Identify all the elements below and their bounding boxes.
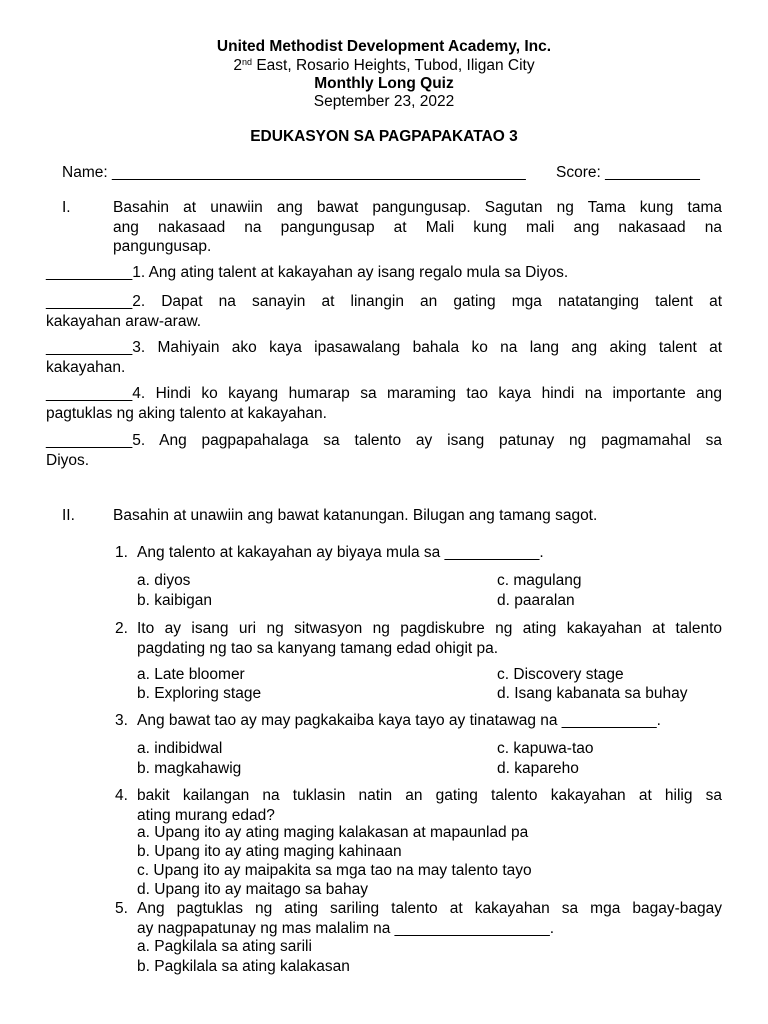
choice-letter: a.	[137, 740, 150, 757]
q4-choice-a[interactable]	[137, 823, 528, 842]
address-ordinal: nd	[242, 57, 253, 67]
choice-text: Discovery stage	[513, 666, 624, 683]
choice-text: diyos	[154, 572, 191, 589]
choice-text: Isang kabanata sa buhay	[514, 685, 688, 702]
choice-text: kaibigan	[154, 592, 212, 609]
q1-choice-d[interactable]	[497, 591, 575, 610]
part1-instruction-line: Basahin at unawiin ang bawat pangungusap. Sagutan ng Tama kung tama	[113, 199, 722, 216]
choice-letter: b.	[137, 760, 150, 777]
q4-choice-c[interactable]	[137, 861, 532, 880]
item-line: __________5. Ang pagpapahalaga sa talento ay isang patunay ng pagmamahal sa	[46, 432, 722, 449]
score-field[interactable]: Score: ___________	[556, 164, 700, 181]
quiz-date: September 23, 2022	[313, 93, 455, 110]
choice-text: indibidwal	[154, 740, 223, 757]
choice-letter: d.	[497, 760, 510, 777]
q3-choice-c[interactable]	[497, 739, 594, 758]
name-field[interactable]: Name: ________________________________________________	[62, 164, 526, 181]
q5-choice-a[interactable]	[137, 937, 312, 956]
item-line: pagtuklas ng aking talento at kakayahan.	[46, 404, 327, 422]
choice-letter: c.	[497, 572, 510, 589]
choice-text: Upang ito ay ating maging kalakasan at mapaunlad pa	[154, 824, 529, 841]
question-line: pagdating ng tao sa kanyang tamang edad ohigit pa.	[137, 639, 499, 657]
q4-choice-d[interactable]	[137, 880, 368, 899]
choice-letter: c.	[497, 666, 510, 683]
choice-letter: b.	[137, 843, 150, 860]
question-1-text: Ang talento at kakayahan ay biyaya mula sa ___________.	[137, 544, 544, 561]
q2-choice-b[interactable]	[137, 684, 261, 703]
question-5-text	[137, 899, 722, 938]
question-number: 3.	[115, 712, 128, 729]
choice-letter: a.	[137, 938, 150, 955]
question-line: bakit kailangan na tuklasin natin an gating talento kakayahan at hilig sa	[137, 787, 722, 804]
choice-letter: a.	[137, 572, 150, 589]
q2-choice-d[interactable]	[497, 684, 687, 703]
q3-choice-b[interactable]	[137, 759, 241, 778]
item-line: __________1. Ang ating talent at kakayahan ay isang regalo mula sa Diyos.	[46, 264, 569, 281]
choice-letter: c.	[137, 862, 150, 879]
true-false-item-5[interactable]	[46, 431, 722, 470]
q1-choice-c[interactable]	[497, 571, 581, 590]
q1-choice-b[interactable]	[137, 591, 212, 610]
question-line: ay nagpapatunay ng mas malalim na __________________.	[137, 919, 555, 937]
true-false-item-1[interactable]	[46, 263, 722, 283]
address-number: 2	[233, 57, 242, 74]
q3-choice-a[interactable]	[137, 739, 222, 758]
q5-choice-b[interactable]	[137, 957, 350, 976]
part1-instruction-line: pangungusap.	[113, 238, 212, 255]
part2-numeral: II.	[62, 507, 75, 524]
question-line: Ang pagtuklas ng ating sariling talento at kakayahan sa mga bagay-bagay	[137, 900, 722, 917]
q1-choice-a[interactable]	[137, 571, 190, 590]
question-number: 1.	[115, 544, 128, 561]
school-name: United Methodist Development Academy, Inc.	[216, 38, 552, 55]
question-4-text	[137, 786, 722, 825]
part1-numeral: I.	[62, 199, 71, 216]
question-2-text	[137, 619, 722, 658]
choice-text: magkahawig	[154, 760, 242, 777]
choice-letter: b.	[137, 592, 150, 609]
subject-title: EDUKASYON SA PAGPAPAKATAO 3	[250, 128, 518, 145]
choice-letter: d.	[497, 592, 510, 609]
choice-letter: b.	[137, 958, 150, 975]
choice-text: Pagkilala sa ating kalakasan	[154, 958, 350, 975]
choice-letter: c.	[497, 740, 510, 757]
part1-instruction-line: ang nakasaad na pangungusap at Mali kung mali ang nakasaad na	[113, 218, 722, 236]
choice-text: paaralan	[514, 592, 575, 609]
choice-letter: d.	[137, 881, 150, 898]
item-line: __________3. Mahiyain ako kaya ipasawalang bahala ko na lang ang aking talent at	[46, 339, 722, 356]
choice-text: kapareho	[514, 760, 579, 777]
choice-text: magulang	[513, 572, 582, 589]
question-line: Ito ay isang uri ng sitwasyon ng pagdiskubre ng ating kakayahan at talento	[137, 620, 722, 637]
choice-text: kapuwa-tao	[513, 740, 594, 757]
q2-choice-a[interactable]	[137, 665, 245, 684]
item-line: kakayahan araw-araw.	[46, 312, 202, 330]
item-line: __________2. Dapat na sanayin at linangin an gating mga natatanging talent at	[46, 293, 722, 310]
true-false-item-3[interactable]	[46, 338, 722, 377]
choice-text: Upang ito ay maipakita sa mga tao na may talento tayo	[153, 862, 532, 879]
choice-letter: b.	[137, 685, 150, 702]
choice-text: Pagkilala sa ating sarili	[154, 938, 312, 955]
choice-letter: d.	[497, 685, 510, 702]
question-line: ating murang edad?	[137, 806, 275, 824]
question-number: 5.	[115, 900, 128, 917]
question-number: 2.	[115, 620, 128, 637]
choice-text: Exploring stage	[154, 685, 262, 702]
true-false-item-2[interactable]	[46, 292, 722, 331]
item-line: Diyos.	[46, 451, 90, 469]
choice-letter: a.	[137, 824, 150, 841]
address-rest: East, Rosario Heights, Tubod, Iligan City	[252, 57, 535, 74]
quiz-type: Monthly Long Quiz	[314, 75, 454, 92]
true-false-item-4[interactable]	[46, 384, 722, 423]
item-line: kakayahan.	[46, 358, 126, 376]
q3-choice-d[interactable]	[497, 759, 579, 778]
q4-choice-b[interactable]	[137, 842, 402, 861]
question-3-text: Ang bawat tao ay may pagkakaiba kaya tayo ay tinatawag na ___________.	[137, 712, 661, 729]
choice-text: Late bloomer	[154, 666, 245, 683]
part2-instruction: Basahin at unawiin ang bawat katanungan. Bilugan ang tamang sagot.	[113, 507, 598, 524]
q2-choice-c[interactable]	[497, 665, 624, 684]
item-line: __________4. Hindi ko kayang humarap sa maraming tao kaya hindi na importante ang	[46, 385, 722, 402]
part1-instruction	[113, 198, 722, 257]
school-address	[0, 57, 768, 75]
choice-text: Upang ito ay maitago sa bahay	[154, 881, 368, 898]
question-number: 4.	[115, 787, 128, 804]
choice-text: Upang ito ay ating maging kahinaan	[154, 843, 402, 860]
choice-letter: a.	[137, 666, 150, 683]
